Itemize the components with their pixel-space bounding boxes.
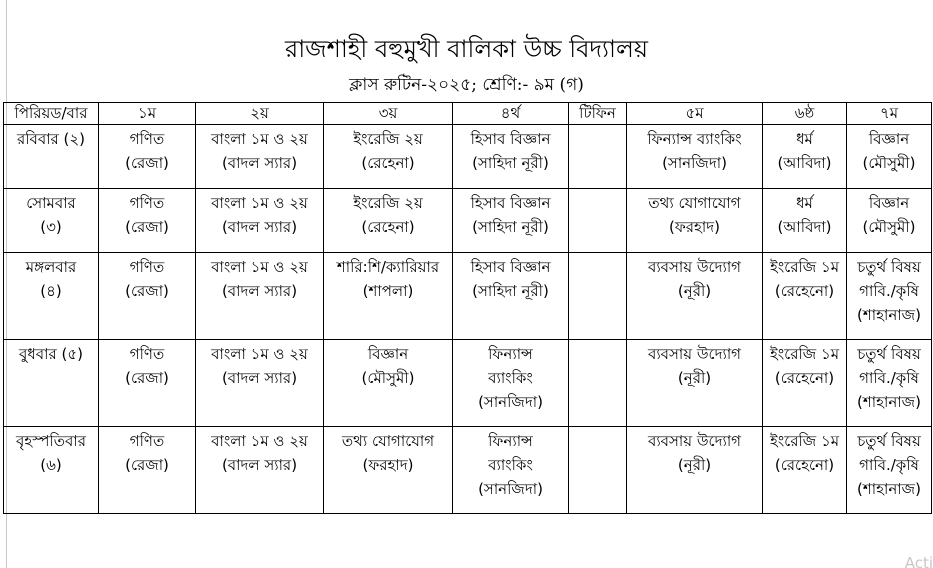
- period-cell: [453, 427, 569, 514]
- teacher-name: (নূরী): [677, 282, 712, 300]
- day-cell: [4, 340, 99, 427]
- period-cell: [847, 189, 932, 253]
- subject-name: বাংলা ১ম ও ২য়: [211, 194, 308, 212]
- teacher-name: (মৌসুমী): [862, 154, 916, 172]
- teacher-name: (বাদল স্যার): [221, 218, 298, 236]
- subject-name: ব্যাংকিং: [488, 369, 533, 387]
- subject-name: চতুর্থ বিষয়: [857, 432, 921, 450]
- header-row: [4, 103, 932, 125]
- subject-name: চতুর্থ বিষয়: [857, 258, 921, 276]
- period-cell: [847, 125, 932, 189]
- subject-name: ফিন্যান্স: [488, 345, 533, 363]
- teacher-name: (শাহানাজ): [857, 306, 921, 324]
- subject-name: গণিত: [129, 130, 165, 148]
- routine-body: [4, 125, 932, 514]
- teacher-name: (আবিদা): [777, 154, 832, 172]
- teacher-name: (রেহেনো): [774, 369, 835, 387]
- teacher-name: (সাহিদা নূরী): [472, 282, 549, 300]
- teacher-name: (রেহেনো): [774, 282, 835, 300]
- day-label: মঙ্গলবার: [25, 258, 77, 276]
- period-cell: [627, 253, 763, 340]
- period-cell: [324, 340, 453, 427]
- period-cell: [99, 125, 196, 189]
- period-cell: [453, 189, 569, 253]
- subject-name: হিসাব বিজ্ঞান: [470, 194, 551, 212]
- subject-name: চতুর্থ বিষয়: [857, 345, 921, 363]
- subject-name: গাবি./কৃষি: [859, 456, 919, 474]
- period-cell: [627, 125, 763, 189]
- tiffin-cell: [569, 340, 627, 427]
- teacher-name: (ফরহাদ): [668, 218, 721, 236]
- day-cell: [4, 189, 99, 253]
- school-title: রাজশাহী বহুমুখী বালিকা উচ্চ বিদ্যালয়: [285, 35, 648, 63]
- teacher-name: (শাহানাজ): [857, 480, 921, 498]
- period-cell: [627, 340, 763, 427]
- period-cell: [324, 253, 453, 340]
- teacher-name: (রেহেনা): [361, 218, 415, 236]
- period-cell: [627, 427, 763, 514]
- period-cell: [763, 340, 847, 427]
- teacher-name: (রেজা): [125, 369, 169, 387]
- teacher-name: (রেজা): [125, 154, 169, 172]
- header-cell: ৬ষ্ঠ: [763, 103, 847, 125]
- day-label: বৃহস্পতিবার: [16, 432, 86, 450]
- teacher-name: (শাপলা): [362, 282, 414, 300]
- period-cell: [627, 189, 763, 253]
- teacher-name: (নূরী): [677, 369, 712, 387]
- period-cell: [324, 189, 453, 253]
- period-cell: [99, 427, 196, 514]
- subject-name: ইংরেজি ১ম: [769, 432, 840, 450]
- subject-name: তথ্য যোগাযোগ: [648, 194, 741, 212]
- period-cell: [763, 253, 847, 340]
- subject-name: বাংলা ১ম ও ২য়: [211, 345, 308, 363]
- tiffin-cell: [569, 189, 627, 253]
- subject-name: ধর্ম: [796, 194, 813, 212]
- teacher-name: (রেহেনা): [361, 154, 415, 172]
- teacher-name: (সাহিদা নূরী): [472, 218, 549, 236]
- subject-name: ইংরেজি ২য়: [353, 194, 423, 212]
- period-cell: [847, 253, 932, 340]
- day-label: (৪): [40, 282, 62, 300]
- table-row: [4, 340, 932, 427]
- day-label: (৩): [40, 218, 62, 236]
- teacher-name: (ফরহাদ): [362, 456, 414, 474]
- period-cell: [324, 427, 453, 514]
- period-cell: [324, 125, 453, 189]
- subject-name: বাংলা ১ম ও ২য়: [211, 258, 308, 276]
- subject-name: গণিত: [129, 194, 165, 212]
- subject-name: গণিত: [129, 258, 165, 276]
- teacher-name: (আবিদা): [777, 218, 832, 236]
- subject-name: বাংলা ১ম ও ২য়: [211, 432, 308, 450]
- teacher-name: (সানজিদা): [478, 393, 543, 411]
- subject-name: তথ্য যোগাযোগ: [341, 432, 435, 450]
- teacher-name: (মৌসুমী): [361, 369, 415, 387]
- period-cell: [847, 340, 932, 427]
- table-row: [4, 427, 932, 514]
- subject-name: বিজ্ঞান: [868, 194, 910, 212]
- header-cell: টিফিন: [569, 103, 627, 125]
- teacher-name: (সাহিদা নূরী): [472, 154, 549, 172]
- period-cell: [453, 340, 569, 427]
- subject-name: ইংরেজি ২য়: [353, 130, 423, 148]
- teacher-name: (বাদল স্যার): [221, 369, 298, 387]
- subject-name: ব্যবসায় উদ্যোগ: [647, 258, 742, 276]
- period-cell: [99, 340, 196, 427]
- teacher-name: (বাদল স্যার): [221, 154, 298, 172]
- period-cell: [763, 125, 847, 189]
- day-label: রবিবার (২): [16, 130, 86, 148]
- day-cell: [4, 125, 99, 189]
- subject-name: গাবি./কৃষি: [859, 369, 919, 387]
- header-cell: ২য়: [196, 103, 324, 125]
- header-cell: ১ম: [99, 103, 196, 125]
- subject-name: বাংলা ১ম ও ২য়: [211, 130, 308, 148]
- teacher-name: (রেহেনো): [774, 456, 835, 474]
- table-row: [4, 125, 932, 189]
- subject-name: ব্যবসায় উদ্যোগ: [647, 432, 742, 450]
- subject-name: ইংরেজি ১ম: [769, 258, 840, 276]
- period-cell: [196, 340, 324, 427]
- header-cell: পিরিয়ড/বার: [4, 103, 99, 125]
- period-cell: [196, 253, 324, 340]
- teacher-name: (বাদল স্যার): [221, 282, 298, 300]
- period-cell: [196, 427, 324, 514]
- header-cell: ৪র্থ: [453, 103, 569, 125]
- teacher-name: (মৌসুমী): [862, 218, 916, 236]
- header-cell: ৩য়: [324, 103, 453, 125]
- subject-name: বিজ্ঞান: [868, 130, 910, 148]
- period-cell: [453, 253, 569, 340]
- period-cell: [99, 189, 196, 253]
- day-cell: [4, 253, 99, 340]
- teacher-name: (রেজা): [125, 282, 169, 300]
- table-row: [4, 189, 932, 253]
- period-cell: [196, 189, 324, 253]
- period-cell: [763, 189, 847, 253]
- period-cell: [763, 427, 847, 514]
- subject-name: গণিত: [129, 432, 165, 450]
- subject-name: বিজ্ঞান: [367, 345, 409, 363]
- teacher-name: (রেজা): [125, 218, 169, 236]
- class-routine-table: [3, 102, 932, 514]
- subject-name: হিসাব বিজ্ঞান: [470, 258, 551, 276]
- day-label: বুধবার (৫): [19, 345, 83, 363]
- subject-name: গাবি./কৃষি: [859, 282, 919, 300]
- subject-name: হিসাব বিজ্ঞান: [470, 130, 551, 148]
- day-label: (৬): [40, 456, 62, 474]
- tiffin-cell: [569, 427, 627, 514]
- subject-name: ইংরেজি ১ম: [769, 345, 840, 363]
- teacher-name: (রেজা): [125, 456, 169, 474]
- day-label: সোমবার: [26, 194, 76, 212]
- subject-name: শারি:শি/ক্যারিয়ার: [336, 258, 440, 276]
- day-cell: [4, 427, 99, 514]
- teacher-name: (সানজিদা): [662, 154, 727, 172]
- teacher-name: (সানজিদা): [478, 480, 543, 498]
- table-row: [4, 253, 932, 340]
- period-cell: [453, 125, 569, 189]
- header-cell: ৫ম: [627, 103, 763, 125]
- period-cell: [99, 253, 196, 340]
- tiffin-cell: [569, 253, 627, 340]
- header-cell: ৭ম: [847, 103, 932, 125]
- subject-name: ব্যাংকিং: [488, 456, 533, 474]
- subject-name: ফিন্যান্স ব্যাংকিং: [647, 130, 742, 148]
- activate-watermark: Acti: [904, 554, 933, 568]
- tiffin-cell: [569, 125, 627, 189]
- teacher-name: (শাহানাজ): [857, 393, 921, 411]
- period-cell: [847, 427, 932, 514]
- subject-name: ধর্ম: [796, 130, 813, 148]
- teacher-name: (নূরী): [677, 456, 712, 474]
- subject-name: গণিত: [129, 345, 165, 363]
- routine-subtitle: ক্লাস রুটিন-২০২৫; শ্রেণি:- ৯ম (গ): [349, 75, 584, 95]
- subject-name: ফিন্যান্স: [488, 432, 533, 450]
- teacher-name: (বাদল স্যার): [221, 456, 298, 474]
- subject-name: ব্যবসায় উদ্যোগ: [647, 345, 742, 363]
- period-cell: [196, 125, 324, 189]
